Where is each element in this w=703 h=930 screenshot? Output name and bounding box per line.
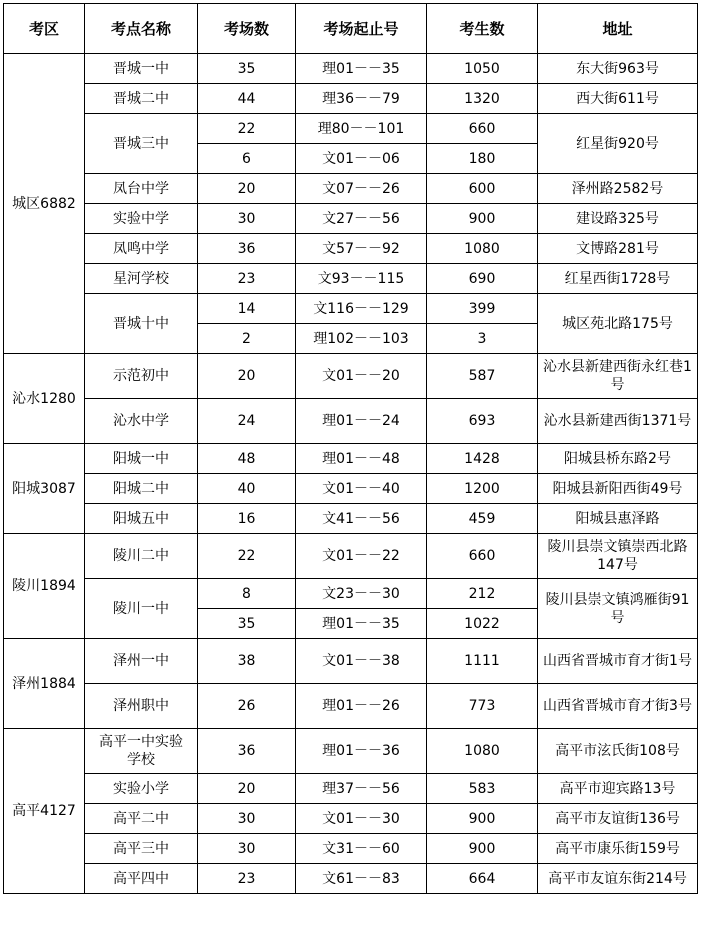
- room-range: 文01－－22: [296, 534, 427, 579]
- table-row: [4, 354, 698, 399]
- room-range: 文61－－83: [296, 864, 427, 894]
- examinee-count: 583: [427, 774, 538, 804]
- table-row: [4, 294, 698, 324]
- site-name: 泽州职中: [85, 684, 198, 729]
- examinee-count: 600: [427, 174, 538, 204]
- address: 泽州路2582号: [538, 174, 698, 204]
- address: 建设路325号: [538, 204, 698, 234]
- room-count: 35: [198, 609, 296, 639]
- room-count: 30: [198, 834, 296, 864]
- room-count: 44: [198, 84, 296, 114]
- site-name: 陵川二中: [85, 534, 198, 579]
- room-count: 8: [198, 579, 296, 609]
- site-name: 阳城二中: [85, 474, 198, 504]
- room-range: 文01－－30: [296, 804, 427, 834]
- address: 东大街963号: [538, 54, 698, 84]
- address: 高平市迎宾路13号: [538, 774, 698, 804]
- table-row: [4, 234, 698, 264]
- table-row: [4, 174, 698, 204]
- room-range: 文116－－129: [296, 294, 427, 324]
- district-cell: 高平4127: [4, 729, 85, 894]
- address: 红星街920号: [538, 114, 698, 174]
- room-range: 理01－－35: [296, 54, 427, 84]
- examinee-count: 900: [427, 834, 538, 864]
- site-name: 实验小学: [85, 774, 198, 804]
- address: 陵川县崇文镇崇西北路147号: [538, 534, 698, 579]
- site-name: 凤台中学: [85, 174, 198, 204]
- address: 山西省晋城市育才街1号: [538, 639, 698, 684]
- table-row: [4, 399, 698, 444]
- examinee-count: 693: [427, 399, 538, 444]
- address: 沁水县新建西街永红巷1号: [538, 354, 698, 399]
- exam-site-table: [3, 3, 698, 894]
- room-count: 48: [198, 444, 296, 474]
- room-range: 理37－－56: [296, 774, 427, 804]
- header-row: [4, 4, 698, 54]
- examinee-count: 900: [427, 204, 538, 234]
- room-range: 文01－－20: [296, 354, 427, 399]
- room-range: 理36－－79: [296, 84, 427, 114]
- room-count: 40: [198, 474, 296, 504]
- site-name: 高平三中: [85, 834, 198, 864]
- room-count: 24: [198, 399, 296, 444]
- site-name: 高平二中: [85, 804, 198, 834]
- table-row: [4, 474, 698, 504]
- room-range: 文07－－26: [296, 174, 427, 204]
- room-count: 14: [198, 294, 296, 324]
- site-name: 高平一中实验学校: [85, 729, 198, 774]
- district-cell: 阳城3087: [4, 444, 85, 534]
- site-name: 泽州一中: [85, 639, 198, 684]
- examinee-count: 459: [427, 504, 538, 534]
- room-count: 26: [198, 684, 296, 729]
- room-range: 文01－－38: [296, 639, 427, 684]
- room-range: 文31－－60: [296, 834, 427, 864]
- site-name: 星河学校: [85, 264, 198, 294]
- room-range: 文01－－40: [296, 474, 427, 504]
- header-room-range: 考场起止号: [296, 4, 427, 54]
- header-site-name: 考点名称: [85, 4, 198, 54]
- address: 西大街611号: [538, 84, 698, 114]
- site-name: 晋城一中: [85, 54, 198, 84]
- examinee-count: 1050: [427, 54, 538, 84]
- room-count: 23: [198, 864, 296, 894]
- table-row: [4, 114, 698, 144]
- table-row: [4, 684, 698, 729]
- examinee-count: 660: [427, 534, 538, 579]
- examinee-count: 690: [427, 264, 538, 294]
- address: 红星西街1728号: [538, 264, 698, 294]
- room-count: 30: [198, 804, 296, 834]
- room-count: 30: [198, 204, 296, 234]
- table-row: [4, 639, 698, 684]
- table-row: [4, 444, 698, 474]
- room-range: 理01－－36: [296, 729, 427, 774]
- header-examinee-count: 考生数: [427, 4, 538, 54]
- room-count: 22: [198, 114, 296, 144]
- table-row: [4, 204, 698, 234]
- table-row: [4, 834, 698, 864]
- room-count: 20: [198, 354, 296, 399]
- address: 阳城县惠泽路: [538, 504, 698, 534]
- examinee-count: 1200: [427, 474, 538, 504]
- examinee-count: 773: [427, 684, 538, 729]
- room-count: 20: [198, 774, 296, 804]
- examinee-count: 399: [427, 294, 538, 324]
- header-district: 考区: [4, 4, 85, 54]
- examinee-count: 1320: [427, 84, 538, 114]
- site-name: 阳城一中: [85, 444, 198, 474]
- room-count: 23: [198, 264, 296, 294]
- table-row: [4, 54, 698, 84]
- district-cell: 沁水1280: [4, 354, 85, 444]
- site-name: 示范初中: [85, 354, 198, 399]
- examinee-count: 180: [427, 144, 538, 174]
- table-row: [4, 774, 698, 804]
- site-name: 沁水中学: [85, 399, 198, 444]
- site-name: 陵川一中: [85, 579, 198, 639]
- room-count: 35: [198, 54, 296, 84]
- address: 高平市友谊东街214号: [538, 864, 698, 894]
- room-count: 20: [198, 174, 296, 204]
- room-range: 文57－－92: [296, 234, 427, 264]
- site-name: 凤鸣中学: [85, 234, 198, 264]
- district-cell: 城区6882: [4, 54, 85, 354]
- room-count: 22: [198, 534, 296, 579]
- site-name: 高平四中: [85, 864, 198, 894]
- header-address: 地址: [538, 4, 698, 54]
- site-name: 晋城十中: [85, 294, 198, 354]
- address: 山西省晋城市育才街3号: [538, 684, 698, 729]
- site-name: 实验中学: [85, 204, 198, 234]
- address: 沁水县新建西街1371号: [538, 399, 698, 444]
- table-row: [4, 579, 698, 609]
- examinee-count: 900: [427, 804, 538, 834]
- room-range: 文23－－30: [296, 579, 427, 609]
- table-row: [4, 264, 698, 294]
- room-count: 36: [198, 234, 296, 264]
- table-row: [4, 864, 698, 894]
- address: 陵川县崇文镇鸿雁街91号: [538, 579, 698, 639]
- room-count: 36: [198, 729, 296, 774]
- room-range: 文93－－115: [296, 264, 427, 294]
- address: 阳城县新阳西街49号: [538, 474, 698, 504]
- examinee-count: 3: [427, 324, 538, 354]
- room-count: 16: [198, 504, 296, 534]
- table-row: [4, 729, 698, 774]
- address: 高平市泫氏街108号: [538, 729, 698, 774]
- address: 城区苑北路175号: [538, 294, 698, 354]
- room-count: 2: [198, 324, 296, 354]
- district-cell: 陵川1894: [4, 534, 85, 639]
- room-count: 38: [198, 639, 296, 684]
- examinee-count: 1022: [427, 609, 538, 639]
- examinee-count: 664: [427, 864, 538, 894]
- site-name: 晋城三中: [85, 114, 198, 174]
- examinee-count: 1080: [427, 729, 538, 774]
- table-row: [4, 84, 698, 114]
- room-range: 理01－－26: [296, 684, 427, 729]
- examinee-count: 212: [427, 579, 538, 609]
- address: 阳城县桥东路2号: [538, 444, 698, 474]
- room-range: 理01－－48: [296, 444, 427, 474]
- district-cell: 泽州1884: [4, 639, 85, 729]
- table-row: [4, 504, 698, 534]
- examinee-count: 587: [427, 354, 538, 399]
- site-name: 阳城五中: [85, 504, 198, 534]
- room-range: 理01－－35: [296, 609, 427, 639]
- room-range: 文27－－56: [296, 204, 427, 234]
- address: 高平市友谊街136号: [538, 804, 698, 834]
- table-row: [4, 534, 698, 579]
- header-room-count: 考场数: [198, 4, 296, 54]
- examinee-count: 1080: [427, 234, 538, 264]
- room-range: 文41－－56: [296, 504, 427, 534]
- room-count: 6: [198, 144, 296, 174]
- room-range: 理102－－103: [296, 324, 427, 354]
- table-row: [4, 804, 698, 834]
- site-name: 晋城二中: [85, 84, 198, 114]
- room-range: 理80－－101: [296, 114, 427, 144]
- address: 文博路281号: [538, 234, 698, 264]
- examinee-count: 660: [427, 114, 538, 144]
- address: 高平市康乐街159号: [538, 834, 698, 864]
- room-range: 文01－－06: [296, 144, 427, 174]
- examinee-count: 1428: [427, 444, 538, 474]
- examinee-count: 1111: [427, 639, 538, 684]
- room-range: 理01－－24: [296, 399, 427, 444]
